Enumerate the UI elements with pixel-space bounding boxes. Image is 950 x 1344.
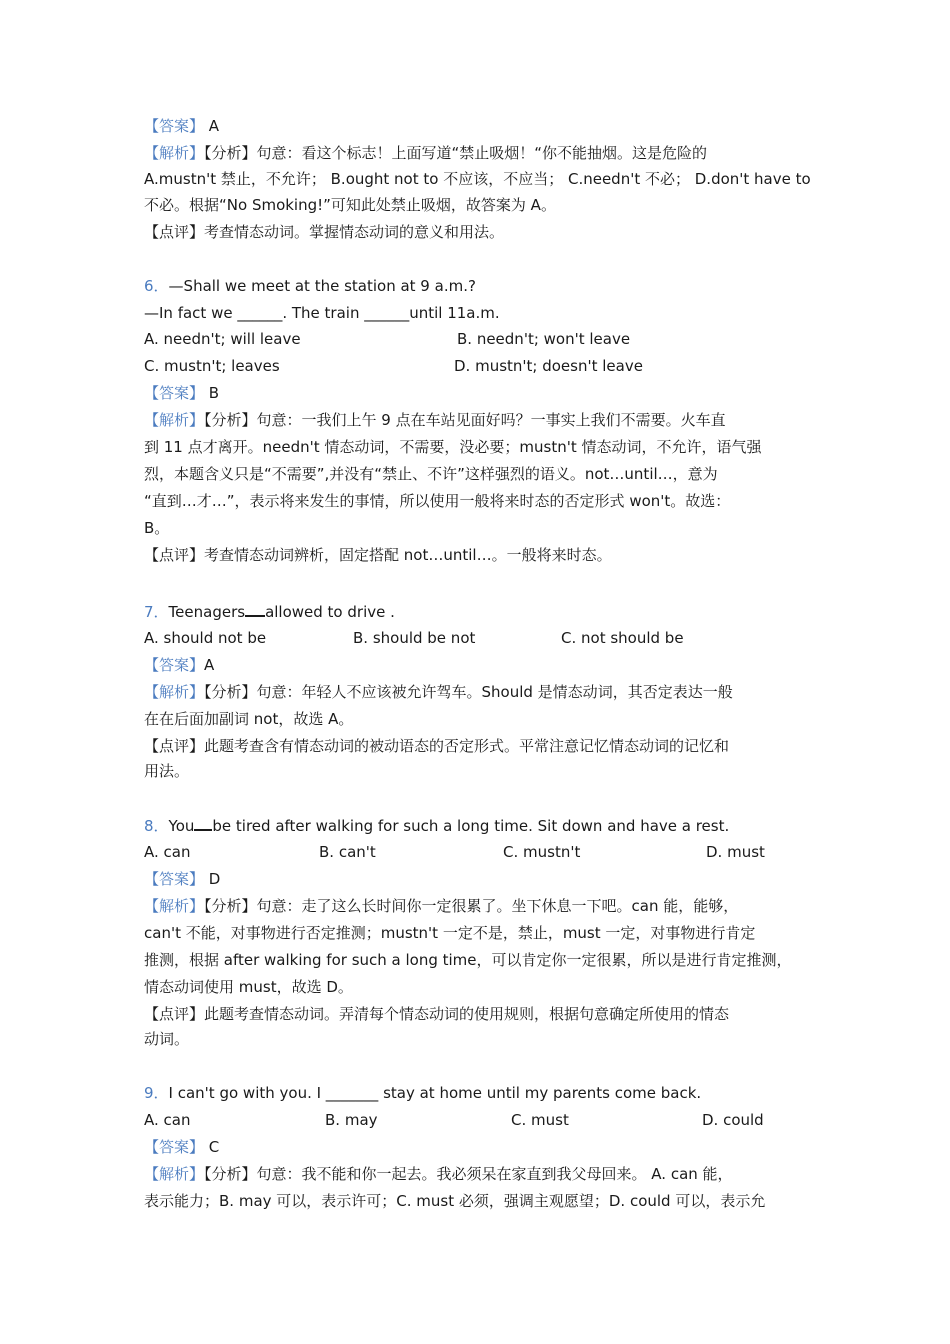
analysis-tag: 【解析】	[144, 897, 205, 915]
option-d: D. could	[702, 1111, 764, 1129]
answer-line	[144, 1137, 219, 1157]
answer-value: B	[208, 384, 220, 402]
analysis-line: 情态动词使用 must，故选 D。	[144, 978, 353, 996]
analysis-tag: 【解析】	[144, 1165, 205, 1183]
analysis-line: 表示能力；B. may 可以，表示许可；C. must 必须，强调主观愿望；D. could 可以，表示允	[144, 1192, 766, 1210]
option-a: A. can	[144, 843, 191, 861]
analysis-line: “直到…才…”，表示将来发生的事情，所以使用一般将来时态的否定形式 won't。故选：	[144, 492, 731, 510]
analysis-line: A.mustn't 禁止，不允许； B.ought not to 不应该，不应当； C.needn't 不必； D.don't have to	[144, 170, 811, 188]
answer-value: A	[204, 656, 215, 674]
answer-tag: 【答案】	[144, 656, 205, 674]
option-b: B. needn't; won't leave	[457, 330, 631, 348]
analysis-line: 【解析】【分析】句意：一我们上午 9 点在车站见面好吗？一事实上我们不需要。火车直	[144, 411, 726, 429]
option-c: C. must	[511, 1111, 569, 1129]
option-b: B. may	[325, 1111, 378, 1129]
comment-line: 【点评】此题考查含有情态动词的被动语态的否定形式。平常注意记忆情态动词的记忆和	[144, 737, 730, 755]
answer-line	[144, 655, 214, 675]
analysis-line: B。	[144, 519, 170, 537]
option-b: B. can't	[319, 843, 376, 861]
analysis-line: can't 不能，对事物进行否定推测；mustn't 一定不是，禁止，must 一定，对事物进行肯定	[144, 924, 756, 942]
analysis-tag: 【解析】	[144, 144, 205, 162]
question-stem: 6．—Shall we meet at the station at 9 a.m.?	[144, 277, 476, 295]
analysis-tag: 【解析】	[144, 411, 205, 429]
answer-tag: 【答案】	[144, 870, 205, 888]
answer-blank	[194, 815, 212, 831]
analysis-line: 到 11 点才离开。needn't 情态动词，不需要，没必要；mustn't 情态动词，不允许，语气强	[144, 438, 762, 456]
question-number: 9．	[144, 1084, 169, 1102]
question-stem: —In fact we ______. The train ______until 11a.m.	[144, 304, 500, 322]
analysis-line: 【解析】【分析】句意：年轻人不应该被允许驾车。Should 是情态动词，其否定表达一般	[144, 683, 733, 701]
answer-value: D	[208, 870, 221, 888]
question-stem: 9．I can't go with you. I _______ stay at home until my parents come back.	[144, 1084, 702, 1102]
question-number: 8．	[144, 817, 169, 835]
analysis-line: 【解析】【分析】句意：看这个标志！上面写道“禁止吸烟！“你不能抽烟。这是危险的	[144, 144, 708, 162]
comment-line: 动词。	[144, 1030, 190, 1048]
answer-line	[144, 869, 220, 889]
answer-tag: 【答案】	[144, 384, 205, 402]
option-a: A. can	[144, 1111, 191, 1129]
analysis-line: 在在后面加副词 not，故选 A。	[144, 710, 354, 728]
comment-line: 【点评】考查情态动词辨析，固定搭配 not…until…。一般将来时态。	[144, 546, 612, 564]
question-number: 7．	[144, 603, 169, 621]
comment-line: 【点评】此题考查情态动词。弄清每个情态动词的使用规则，根据句意确定所使用的情态	[144, 1005, 730, 1023]
analysis-line: 【解析】【分析】句意：走了这么长时间你一定很累了。坐下休息一下吧。can 能，能够，	[144, 897, 739, 915]
option-d: D. mustn't; doesn't leave	[454, 357, 643, 375]
answer-blank	[245, 601, 265, 617]
analysis-line: 推测，根据 after walking for such a long time，可以肯定你一定很累，所以是进行肯定推测，	[144, 951, 792, 969]
analysis-tag: 【解析】	[144, 683, 205, 701]
answer-value: A	[208, 117, 220, 135]
answer-tag: 【答案】	[144, 1138, 205, 1156]
analysis-line: 不必。根据“No Smoking!”可知此处禁止吸烟，故答案为 A。	[144, 196, 556, 214]
option-c: C. not should be	[561, 629, 684, 647]
option-b: B. should be not	[353, 629, 476, 647]
analysis-line: 烈，本题含义只是“不需要”,并没有“禁止、不许”这样强烈的语义。not…until…，意为	[144, 465, 718, 483]
analysis-line: 【解析】【分析】句意：我不能和你一起去。我必须呆在家直到我父母回来。 A. can 能，	[144, 1165, 733, 1183]
option-c: C. mustn't	[503, 843, 581, 861]
answer-value: C	[208, 1138, 220, 1156]
comment-line: 用法。	[144, 762, 190, 780]
answer-tag: 【答案】	[144, 117, 205, 135]
answer-line	[144, 383, 219, 403]
comment-line: 【点评】考查情态动词。掌握情态动词的意义和用法。	[144, 223, 505, 241]
option-a: A. needn't; will leave	[144, 330, 301, 348]
question-stem: 7．Teenagers allowed to drive .	[144, 603, 395, 621]
option-d: D. must	[706, 843, 765, 861]
option-c: C. mustn't; leaves	[144, 357, 280, 375]
option-a: A. should not be	[144, 629, 267, 647]
question-number: 6．	[144, 277, 169, 295]
answer-line	[144, 116, 219, 136]
question-stem: 8．You be tired after walking for such a long time. Sit down and have a rest.	[144, 817, 730, 835]
